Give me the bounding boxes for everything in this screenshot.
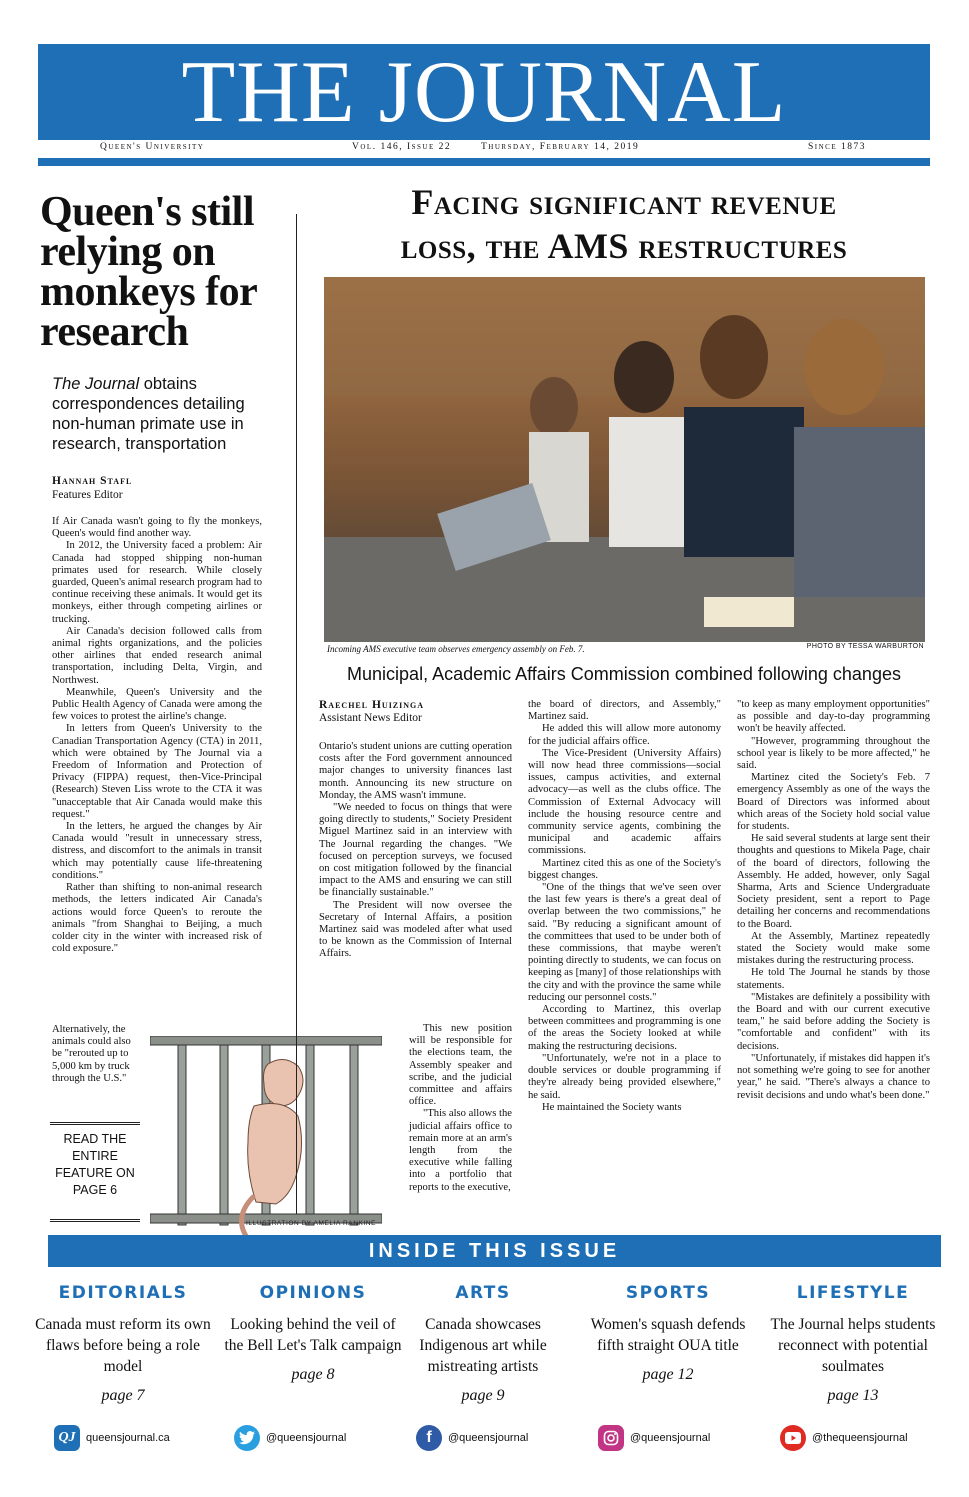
left-byline — [52, 474, 272, 502]
section-blurb: Women's squash defends fifth straight OUA title — [590, 1316, 746, 1354]
paragraph: At the Assembly, Martinez repeatedly stated the Society would make some mistakes during the restructuring process. — [737, 930, 930, 967]
issue-number: Vol. 146, Issue 22 — [352, 142, 452, 152]
paragraph: "We needed to focus on things that were going directly to students," Society President Miguel Martinez said in an interview with The Journal regarding the changes. "We focused on perception surveys, we focused on cost mitigation followed by the financial impact to the AMS and ensuring we can still be financially sustainable." — [319, 802, 512, 899]
section-title: ARTS — [455, 1283, 511, 1303]
section-page: page 8 — [291, 1366, 335, 1383]
section-opinions[interactable] — [224, 1282, 402, 1384]
youtube-icon — [780, 1425, 806, 1451]
read-more-box[interactable]: READ THE ENTIRE FEATURE ON PAGE 6 — [50, 1122, 140, 1222]
social-twitter[interactable] — [234, 1424, 346, 1452]
since-year: Since 1873 — [808, 142, 866, 152]
masthead-rule — [38, 158, 930, 166]
paragraph: "However, programming throughout the school year is likely to be more affected," he said. — [737, 735, 930, 772]
headline-line-1: Facing significant revenue — [411, 182, 837, 222]
left-story-deck — [52, 374, 274, 454]
section-page: page 7 — [101, 1387, 145, 1404]
inside-this-issue-bar: INSIDE THIS ISSUE — [48, 1235, 941, 1267]
section-blurb: The Journal helps students reconnect with potential soulmates — [770, 1316, 936, 1375]
section-lifestyle[interactable] — [764, 1282, 942, 1405]
paragraph: "One of the things that we've seen over the last few years is there's a great deal of overlap between the two commissions," he said. "By reducing a significant amount of the committees that used to be under both of these commissions, that maybe weren't pointing directly to students, we can focus on keeping as [many] of those relationships with the city and with the province the same while reducing our personnel costs." — [528, 882, 721, 1003]
left-story-headline[interactable]: Queen's still relying on monkeys for research — [40, 189, 257, 355]
section-arts[interactable] — [394, 1282, 572, 1405]
paragraph: He added this will allow more autonomy for the judicial affairs office. — [528, 723, 721, 747]
paragraph: In letters from Queen's University to the Canadian Transportation Agency (CTA) in 2011, which were obtained by The Journal via a Freedom of Information and Protection of Privacy (FIPPA) request, then-Vice-Principal (Research) Steven Liss wrote to the CTA it was "unacceptable that Air Canada would make this request." — [52, 723, 262, 820]
main-story-headline[interactable] — [318, 180, 930, 268]
section-blurb: Canada showcases Indigenous art while mistreating artists — [419, 1316, 547, 1375]
author-name: Raechel Huizinga — [319, 699, 425, 711]
social-facebook[interactable] — [416, 1424, 528, 1452]
qj-logo-icon: QJ — [54, 1425, 80, 1451]
instagram-icon — [598, 1425, 624, 1451]
main-story-deck: Municipal, Academic Affairs Commission combined following changes — [347, 664, 901, 684]
main-column-1-indent — [409, 1023, 512, 1194]
main-byline — [319, 699, 519, 725]
photo-caption: Incoming AMS executive team observes emergency assembly on Feb. 7. — [327, 644, 585, 654]
paragraph: the board of directors, and Assembly," Martinez said. — [528, 699, 721, 723]
section-page: page 12 — [642, 1366, 694, 1383]
main-column-2 — [528, 699, 721, 1114]
author-role: Assistant News Editor — [319, 712, 422, 724]
paragraph: He maintained the Society wants — [542, 1101, 682, 1113]
social-website[interactable] — [54, 1424, 170, 1452]
section-title: OPINIONS — [259, 1283, 367, 1303]
social-youtube[interactable] — [780, 1424, 908, 1452]
section-sports[interactable] — [579, 1282, 757, 1384]
social-handle: @thequeensjournal — [812, 1432, 908, 1444]
masthead — [38, 44, 930, 140]
left-story-body — [52, 516, 262, 955]
paragraph: In the letters, he argued the changes by Air Canada would "result in unnecessary stress, distress, and discomfort to the animals in transit which may potentially cause life-threatening conditions." — [52, 821, 262, 881]
paragraph: "Mistakes are definitely a possibility with the Board and with our current executive team," he said before adding the Society is "comfortable and confident" with its decisions. — [737, 991, 930, 1052]
section-editorials[interactable] — [34, 1282, 212, 1405]
main-column-1 — [319, 741, 512, 961]
paragraph: "to keep as many employment opportunities" as possible and day-to-day programming won't be heavily affected. — [737, 699, 930, 735]
paragraph: Meanwhile, Queen's University and the Public Health Agency of Canada were among the few voices to protest the airline's change. — [52, 686, 262, 723]
monkey-cage-illustration — [150, 1036, 382, 1236]
illustration-credit: ILLUSTRATION BY AMELIA RANKINE — [246, 1220, 377, 1227]
paragraph: Alternatively, the animals could also be "rerouted up to 5,000 km by truck through the U.S." — [52, 1024, 131, 1084]
news-photo[interactable] — [324, 277, 925, 642]
issue-info-bar — [38, 141, 930, 157]
section-title: EDITORIALS — [58, 1283, 188, 1303]
social-instagram[interactable] — [598, 1424, 710, 1452]
paragraph: According to Martinez, this overlap between committees and programming is one of the areas the Society looked at while making the restructuring decisions. — [528, 1004, 721, 1052]
social-handle: @queensjournal — [266, 1432, 347, 1444]
facebook-icon: f — [416, 1425, 442, 1451]
section-blurb: Canada must reform its own flaws before being a role model — [35, 1316, 211, 1375]
left-story-tail — [52, 1024, 132, 1085]
headline-line-2: loss, the AMS restructures — [400, 226, 848, 266]
social-handle: @queensjournal — [630, 1432, 711, 1444]
social-handle: @queensjournal — [448, 1432, 529, 1444]
paragraph: Air Canada's decision followed calls from animal rights organizations, and the policies other airlines that ended research animal transportation, including Delta, Virgin, and Northwest. — [52, 625, 262, 686]
paragraph: He said several students at large sent their thoughts and questions to Mikela Page, chair of the board of directors, following the Assembly. He added, however, only Sagal Sharma, Arts and Science Undergraduate Society president, sent a report to Page detailing her concerns and recommendations to the Board. — [737, 833, 930, 930]
deck-text: obtains correspondences detailing non-human primate use in research, transportation — [52, 375, 245, 453]
main-column-3 — [737, 699, 930, 1102]
author-role: Features Editor — [52, 489, 123, 501]
column-divider — [296, 214, 297, 1214]
social-handle: queensjournal.ca — [86, 1432, 170, 1444]
section-title: LIFESTYLE — [796, 1283, 910, 1303]
university-name: Queen's University — [100, 142, 205, 152]
photo-credit: PHOTO BY TESSA WARBURTON — [806, 643, 924, 650]
paragraph: "Unfortunately, if mistakes did happen it's not something we're going to see for another year," he said. "There's always a chance to revisit decisions and undo what's been done." — [737, 1052, 930, 1101]
paragraph: Rather than shifting to non-animal research methods, the letters indicated Air Canada's actions would force Queen's to reroute the animals "from Shanghai to Beijing, a much colder city in the winter with increased risk of cold exposure." — [52, 882, 262, 955]
section-blurb: Looking behind the veil of the Bell Let's Talk campaign — [224, 1316, 402, 1354]
paragraph: The President will now oversee the Secretary of Internal Affairs, a position Martinez said was modeled after what used to be known as the Commission of Internal Affairs. — [319, 899, 512, 960]
paragraph: The Vice-President (University Affairs) will now head three commissions—social issues, campus activities, and external advocacy—as well as the clubs office. The Commission of External Advocacy will include the housing resource centre and community service agents, combining the municipal and academic affairs commissions. — [528, 747, 721, 857]
paragraph: Ontario's student unions are cutting operation costs after the Ford government announced major changes to university finances last month. Announcing its new structure on Monday, the AMS wasn't immune. — [319, 741, 512, 801]
section-page: page 9 — [461, 1387, 505, 1404]
author-name: Hannah Stafl — [52, 475, 133, 487]
deck-publication: The Journal — [52, 375, 140, 393]
paragraph: Martinez cited this as one of the Society's biggest changes. — [528, 857, 721, 881]
twitter-icon — [234, 1425, 260, 1451]
section-title: SPORTS — [625, 1283, 711, 1303]
section-page: page 13 — [827, 1387, 879, 1404]
paragraph: "This also allows the judicial affairs office to remain more at an arm's length from the executive while falling into a portfolio that reports to the executive, — [409, 1108, 512, 1193]
paragraph: He told The Journal he stands by those statements. — [737, 967, 930, 991]
paragraph: In 2012, the University faced a problem: Air Canada had stopped shipping non-human primates used for research. While closely guarded, Queen's animal research program had to continue receiving these animals. It would get its monkeys, either through competing airlines or trucking. — [52, 540, 262, 625]
paragraph: "Unfortunately, we're not in a place to double services or double programming if they're already being provided elsewhere," he said. — [528, 1052, 721, 1101]
paragraph: If Air Canada wasn't going to fly the monkeys, Queen's would find another way. — [52, 516, 262, 540]
issue-date: Thursday, February 14, 2019 — [481, 142, 640, 152]
paragraph: This new position will be responsible for the elections team, the Assembly speaker and scribe, and the judicial committee and affairs office. — [409, 1023, 512, 1108]
newspaper-title: THE JOURNAL — [181, 44, 787, 141]
paragraph: Martinez cited the Society's Feb. 7 emergency Assembly as one of the ways the Board of Directors was informed about which areas of the Society hold social value for students. — [737, 772, 930, 833]
